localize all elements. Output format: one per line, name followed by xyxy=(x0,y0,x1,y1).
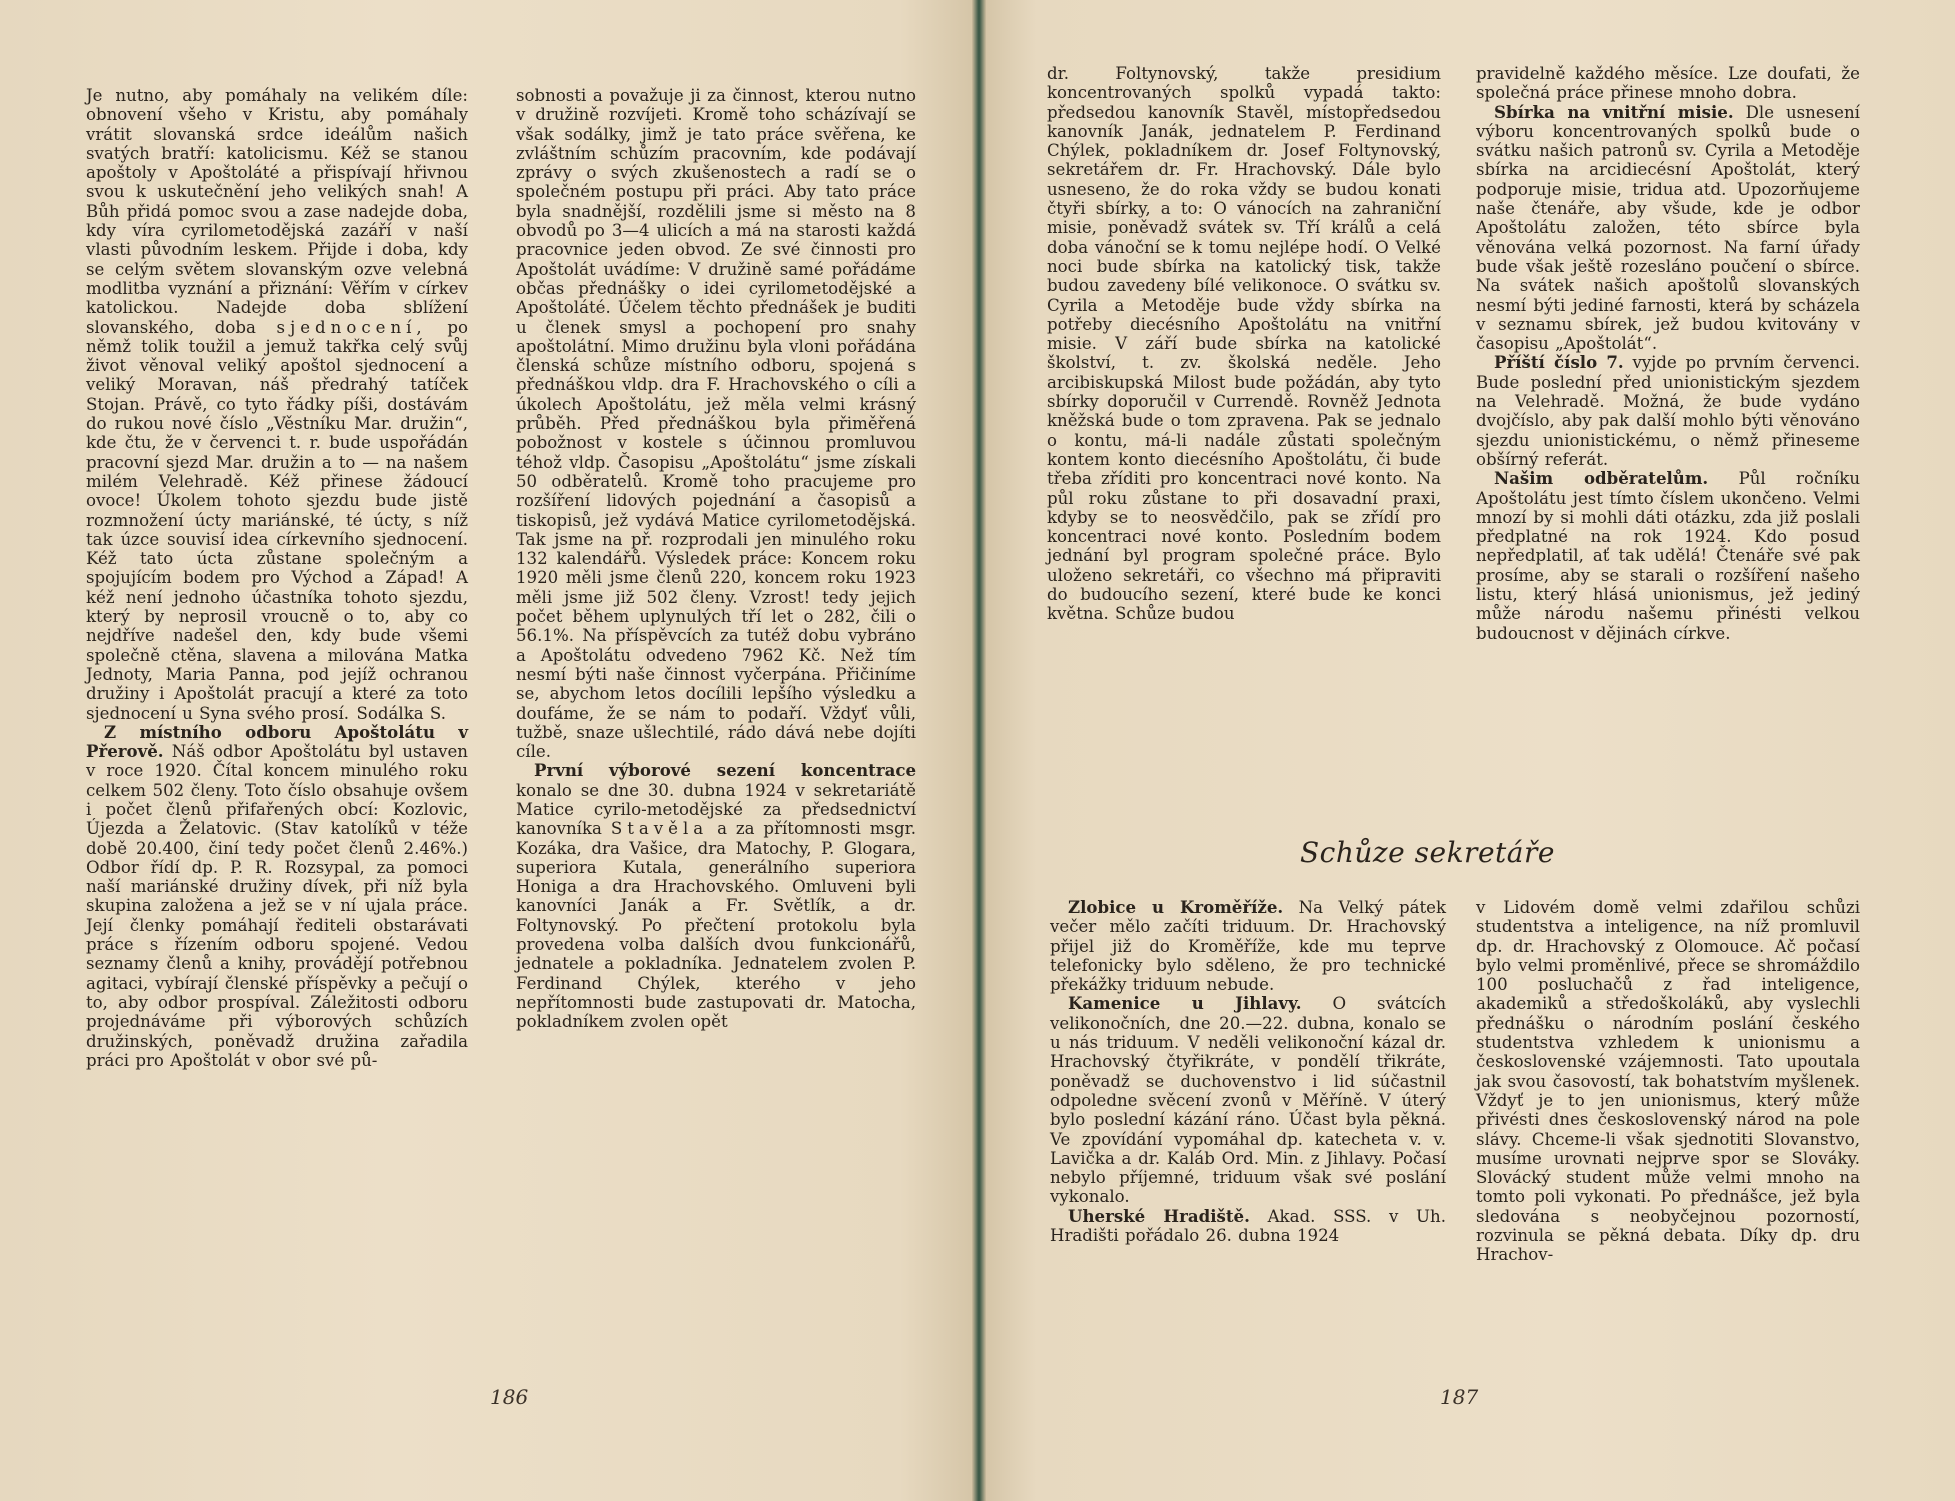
spaced-word: Stavěla xyxy=(610,819,709,839)
paragraph-heading: Kamenice u Jihlavy. xyxy=(1068,993,1302,1014)
paragraph-heading: Příští číslo 7. xyxy=(1494,352,1624,373)
left-column-1 xyxy=(86,86,468,1070)
article-paragraph: v Lidovém domě velmi zdařilou schůzi studentstva a inteligence, na níž promluvil dp. dr. Hrachovský z Olomouce. Ač počasí bylo velmi proměnlivé, přece se shromáždilo 100 posluchačů z řad inteligence, akademiků a středoškoláků, aby vyslechli přednášku o národním poslání českého studentstva vzhledem k unionismu a československé vzájemnosti. Tato upoutala jak svou časovostí, tak bohatstvím myšlenek. Vždyť je to jen unionismus, který může přivésti dnes československý národ na pole slávy. Chceme-li však sjednotiti Slovanstvo, musíme urovnati nejprve spor se Slováky. Slovácký student může velmi mnoho na tomto poli vykonati. Po přednášce, jež byla sledována s neobyčejnou pozorností, rozvinula se pěkná debata. Díky dp. dru Hrachov- xyxy=(1476,898,1860,1265)
article-paragraph: Z místního odboru Apoštolátu v Přerově. Náš odbor Apoštolátu byl ustaven v roce 1920. Čítal koncem minulého roku celkem 502 členy. Toto číslo obsahuje ovšem i počet členů přifařených obcí: Kozlovic, Újezda a Želatovic. (Stav katolíků v téže době 20.400, činí tedy počet členů 2.46%.) Odbor řídí dp. P. R. Rozsypal, za pomoci naší mariánské družiny dívek, při níž byla skupina založena a jež se v ní ujala práce. Její členky pomáhají řediteli obstarávati práce s řízením odboru spojené. Vedou seznamy členů a knihy, provádějí potřebnou agitaci, vybírají členské příspěvky a pečují o to, aby odbor prospíval. Záležitosti odboru projednáváme při výborových schůzích družinských, poněvadž družina zařadila práci pro Apoštolát v obor své pů- xyxy=(86,721,468,1070)
article-paragraph: Kamenice u Jihlavy. O svátcích velikonočních, dne 20.—22. dubna, konalo se u nás triduum. V neděli velikonoční kázal dr. Hrachovský čtyřikráte, v pondělí třikráte, poněvadž se duchovenstvo i lid súčastnil odpoledne svěcení zvonů v Měříně. V úterý bylo poslední kázání ráno. Účast byla pěkná. Ve zpovídání vypomáhal dp. katecheta v. v. Lavička a dr. Kaláb Ord. Min. z Jihlavy. Počasí nebylo příjemné, triduum však své poslání vykonalo. xyxy=(1050,993,1447,1207)
article-paragraph: Uherské Hradiště. Akad. SSS. v Uh. Hradišti pořádalo 26. dubna 1924 xyxy=(1050,1205,1446,1246)
right-column-4 xyxy=(1476,898,1860,1265)
right-column-3 xyxy=(1050,898,1446,1245)
page-number: 186 xyxy=(490,1385,529,1409)
article-paragraph: První výborové sezení koncentrace konalo se dne 30. dubna 1924 v sekretariátě Matice cyrilo-metodějské za předsednictví kanovníka Stavěla a za přítomnosti msgr. Kozáka, dra Vašice, dra Matochy, P. Glogara, superiora Kutala, generálního superiora Honiga a dra Hrachovského. Omluveni byli kanovníci Janák a Fr. Světlík, a dr. Foltynovský. Po přečtení protokolu byla provedena volba dalších dvou funkcionářů, jednatele a pokladníka. Jednatelem zvolen P. Ferdinand Chýlek, kterého v jeho nepřítomnosti bude zastupovati dr. Matocha, pokladníkem zvolen opět xyxy=(516,760,916,1032)
paragraph-heading: Zlobice u Kroměříže. xyxy=(1068,897,1284,917)
article-paragraph: dr. Foltynovský, takže presidium koncentrovaných spolků vypadá takto: předsedou kanovník Stavěl, místopředsedou kanovník Janák, jednatelem P. Ferdinand Chýlek, pokladníkem dr. Josef Foltynovský, sekretářem dr. Fr. Hrachovský. Dále bylo usneseno, že do roka vždy se budou konati čtyři sbírky, a to: O vánocích na zahraniční misie, poněvadž svátek sv. Tří králů a celá doba vánoční se k tomu nejlépe hodí. O Velké noci bude sbírka na katolický tisk, takže budou zavedeny bílé velikonoce. O svátku sv. Cyrila a Metoděje bude vždy sbírka na potřeby diecésního Apoštolátu na vnitřní misie. V září bude sbírka na katolické školství, t. zv. školská neděle. Jeho arcibiskupská Milost bude požádán, aby tyto sbírky doporučil v Currendě. Rovněž Jednota kněžská bude o tom zpravena. Pak se jednalo o kontu, má-li nadále zůstati společným kontem konto diecésního Apoštolátu, či bude třeba zříditi pro koncentraci nové konto. Na půl roku zůstane to při dosavadní praxi, kdyby se to neosvědčilo, pak se zřídí pro koncentraci nové konto. Posledním bodem jednání byl program společné práce. Bylo uloženo sekretáři, co všechno má připraviti do budoucího sezení, které bude ke konci května. Schůze budou xyxy=(1047,64,1441,624)
spaced-word: sjednocení, xyxy=(276,317,427,337)
section-heading: Schůze sekretáře xyxy=(1300,836,1555,869)
left-column-2 xyxy=(516,86,916,1032)
article-paragraph: Zlobice u Kroměříže. Na Velký pátek večer mělo začíti triduum. Dr. Hrachovský přijel již do Kroměříže, kde mu teprve telefonicky bylo sděleno, že pro technické překážky triduum nebude. xyxy=(1050,897,1446,995)
article-paragraph: Příští číslo 7. vyjde po prvním červenci. Bude poslední před unionistickým sjezdem na Velehradě. Možná, že bude vydáno dvojčíslo, aby pak další mohlo býti věnováno sjezdu unionistickému, o němž přineseme obšírný referát. xyxy=(1476,352,1860,469)
paragraph-heading: První výborové sezení koncentrace xyxy=(534,760,916,781)
article-paragraph: Sbírka na vnitřní misie. Dle usnesení výboru koncentrovaných spolků bude o svátku našich patronů sv. Cyrila a Metoděje sbírka na arcidiecésní Apoštolát, který podporuje misie, tridua atd. Upozorňujeme naše čtenáře, aby všude, kde je odbor Apoštolátu založen, této sbírce byla věnována velká pozornost. Na farní úřady bude však ještě rozesláno poučení o sbírce. Na svátek našich apoštolů slovanských nesmí býti jediné farnosti, která by scházela v seznamu sbírek, jež budou kvitovány v časopisu „Apoštolát“. xyxy=(1476,101,1860,354)
paragraph-heading: Uherské Hradiště. xyxy=(1068,1205,1250,1226)
article-paragraph: Je nutno, aby pomáhaly na velikém díle: obnovení všeho v Kristu, aby pomáhaly vrátit slovanská srdce ideálům našich svatých bratří: katolicismu. Kéž se stanou apoštoly v Apoštoláté a přispívají hřivnou svou k uskutečnění jeho velikých snah! A Bůh přidá pomoc svou a zase nadejde doba, kdy víra cyrilometodějská zazáří v naší vlasti původním leskem. Přijde i doba, kdy se celým světem slovanským ozve velebná modlitba vyznání a přiznání: Věřím v církev katolickou. Nadejde doba sblížení slovanského, doba sjednocení, po němž tolik toužil a jemuž takřka celý svůj život věnoval veliký apoštol sjednocení a veliký Moravan, náš předrahý tatíček Stojan. Právě, co tyto řádky píši, dostávám do rukou nové číslo „Věstníku Mar. družin“, kde čtu, že v červenci t. r. bude uspořádán pracovní sjezd Mar. družin a to — na našem milém Velehradě. Kéž přinese žádoucí ovoce! Úkolem tohoto sjezdu bude jistě rozmnožení úcty mariánské, té úcty, s níž tak úzce souvisí idea církevního sjednocení. Kéž tato úcta zůstane společným a spojujícím bodem pro Východ a Západ! A kéž není jednoho účastníka tohoto sjezdu, který by neprosil vroucně o to, aby co nejdříve nadešel den, kdy bude všemi společně ctěna, slavena a milována Matka Jednoty, Maria Panna, pod jejíž ochranou družiny i Apoštolát pracují a které za toto sjednocení u Syna svého prosí. Sodálka S. xyxy=(86,86,468,723)
page-number: 187 xyxy=(1440,1385,1479,1409)
article-paragraph: Našim odběratelům. Půl ročníku Apoštolátu jest tímto číslem ukončeno. Velmi mnozí by si mohli dáti otázku, zda již poslali předplatné na rok 1924. Kdo posud nepředplatil, ať tak udělá! Čtenáře své pak prosíme, aby se starali o rozšíření našeho listu, který hlásá unionismus, jež jediný může národu našemu přinésti velkou budoucnost v dějinách církve. xyxy=(1476,468,1861,643)
book-gutter xyxy=(972,0,986,1501)
paragraph-heading: Z místního odboru Apoštolátu v Přerově. xyxy=(86,721,468,762)
right-column-2 xyxy=(1476,64,1860,643)
right-column-1 xyxy=(1047,64,1441,624)
article-paragraph: pravidelně každého měsíce. Lze doufati, že společná práce přinese mnoho dobra. xyxy=(1476,64,1860,103)
article-signature: Sodálka S. xyxy=(356,703,446,723)
paragraph-heading: Našim odběratelům. xyxy=(1494,468,1709,489)
article-paragraph: sobnosti a považuje ji za činnost, kterou nutno v družině rozvíjeti. Kromě toho scházívají se však sodálky, jimž je tato práce svěřena, ke zvláštním schůzím pracovním, kde podávají zprávy o svých zkušenostech a radí se o společném postupu při práci. Aby tato práce byla snadnější, rozdělili jsme si město na 8 obvodů po 3—4 ulicích a má na starosti každá pracovnice jeden obvod. Ze své činnosti pro Apoštolát uvádíme: V družině samé pořádáme občas přednášky o idei cyrilometodějské a Apoštoláté. Účelem těchto přednášek je buditi u členek smysl a pochopení pro snahy apoštolátní. Mimo družinu byla vloni pořádána členská schůze místního odboru, spojená s přednáškou vldp. dra F. Hrachovského o cíli a úkolech Apoštolátu, jež měla velmi krásný průběh. Před přednáškou byla přiměřená pobožnost v kostele s účinnou promluvou téhož vldp. Časopisu „Apoštolátu“ jsme získali 50 odběratelů. Kromě toho pracujeme pro rozšíření lidových pojednání a časopisů a tiskopisů, jež vydává Matice cyrilometodějská. Tak jsme na př. rozprodali jen minulého roku 132 kalendářů. Výsledek práce: Koncem roku 1920 měli jsme členů 220, koncem roku 1923 měli jsme již 502 členy. Vzrost! tedy jejich počet během uplynulých tří let o 282, čili o 56.1%. Na příspěvcích za tutéž dobu vybráno a Apoštolátu odvedeno 7962 Kč. Než tím nesmí býti naše činnost vyčerpána. Přičiníme se, abychom letos docílili lepšího výsledku a doufáme, že se nám to podaří. Vždyť vůli, tužbě, snaze ušlechtilé, rádo dává nebe dojíti cíle. xyxy=(516,86,916,762)
paragraph-heading: Sbírka na vnitřní misie. xyxy=(1494,101,1734,122)
